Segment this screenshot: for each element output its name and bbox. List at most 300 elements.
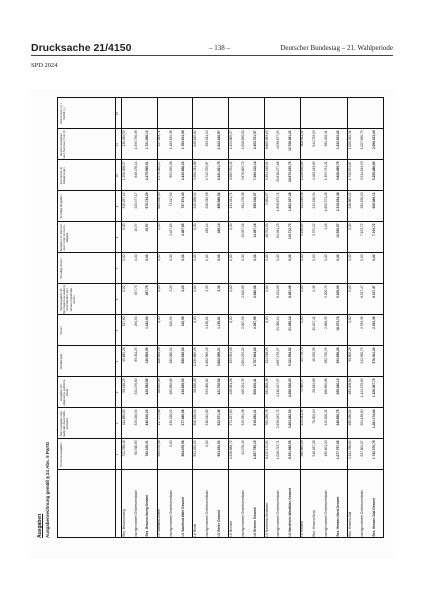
- row-label: LV Nordrhein-Westfalen Gesamt: [288, 487, 293, 537]
- column-number: 5: [115, 329, 119, 332]
- document-number: Drucksache 21/4150: [31, 42, 132, 54]
- row-label: LV Bremen Gesamt: [252, 507, 257, 537]
- table-cell: 627.604,07: [359, 440, 364, 457]
- table-cell: 8.491,08: [288, 285, 293, 298]
- table-cell: 130.216,92: [169, 409, 174, 426]
- table-cell: 0,00: [193, 316, 198, 323]
- table-cell: 149.306,31: [324, 409, 329, 426]
- table-cell: 73.117,50: [169, 192, 174, 207]
- table-cell: 2.098.223,04: [371, 130, 376, 150]
- table-cell: 24.776,75: [300, 347, 305, 362]
- column-number: 9: [115, 205, 119, 208]
- table-cell: 0,00: [133, 254, 138, 261]
- column-number: 2: [115, 422, 119, 425]
- table-cell: 916.292,21: [252, 409, 257, 426]
- table-border-top: [57, 98, 58, 538]
- table-cell: 2.303.701,57: [252, 130, 257, 150]
- table-cell: 440.916,23: [145, 409, 150, 426]
- table-cell: 901.138,60: [359, 409, 364, 426]
- table-cell: 0,00: [276, 254, 281, 261]
- table-cell: 0,00: [264, 316, 269, 323]
- table-cell: 420.392,85: [145, 378, 150, 395]
- table-cell: 498.361,08: [228, 378, 233, 395]
- table-cell: 380.669,18: [300, 440, 305, 457]
- table-cell: 2.497,89: [181, 223, 186, 236]
- table-cell: 121.041,34: [300, 409, 305, 426]
- table-cell: 61.961,23: [276, 223, 281, 238]
- table-cell: 1.097.830,73: [359, 130, 364, 150]
- table-cell: 2.319.534,38: [335, 192, 340, 212]
- table-cell: 1.662.369,25: [204, 347, 209, 367]
- table-cell: 4.398.306,03: [288, 378, 293, 398]
- table-cell: 165.689,68: [169, 378, 174, 395]
- party-year: SPD 2024: [31, 62, 58, 69]
- table-cell: 3.403.282,50: [288, 409, 293, 429]
- table-cell: 851.599,06: [169, 161, 174, 178]
- table-cell: 381.408,31: [324, 130, 329, 147]
- row-label: nachgeordnete Gebietsverbände: [204, 490, 209, 537]
- table-cell: 45.682,26: [121, 347, 126, 362]
- table-cell: 2.604.299,02: [240, 347, 245, 367]
- expense-table: [57, 98, 383, 538]
- row-label: nachgeordnete Gebietsverbände: [240, 490, 245, 537]
- table-cell: 147.273,66: [157, 409, 162, 426]
- table-cell: 622.571,36: [216, 409, 221, 426]
- table-cell: 927,60: [121, 316, 126, 327]
- table-cell: 1.590.796,58: [133, 130, 138, 150]
- table-cell: 110.712,73: [288, 223, 293, 240]
- table-cell: 1.400.113,89: [312, 161, 317, 180]
- table-cell: 0,00: [264, 285, 269, 292]
- table-cell: 503.252,03: [193, 440, 198, 457]
- table-cell: 436,14: [204, 223, 209, 234]
- table-cell: 15.618.277,66: [276, 161, 281, 182]
- table-cell: 5.011.994,62: [288, 347, 293, 366]
- column-header: Sach-ausgaben des laufenden Geschäfts-betriebes: [59, 410, 70, 437]
- table-cell: 4,16: [324, 223, 329, 230]
- column-header: Sachausgaben für Vermögens-verwaltung einschließlich sich hieraus ergebender Zinsen: [59, 285, 76, 314]
- table-cell: 8.225.172,84: [264, 440, 269, 460]
- table-cell: 3,20: [181, 285, 186, 292]
- column-header: Ausgaben im Rahmen einer Unternehmens-tätigkeit: [59, 223, 70, 252]
- table-cell: 180.036,04: [347, 409, 352, 426]
- table-cell: 395.318,07: [252, 192, 257, 209]
- table-cell: 106.464,96: [157, 347, 162, 364]
- page-header: [31, 42, 393, 56]
- table-cell: 757.674,00: [181, 192, 186, 209]
- table-cell: 3.583.704,42: [228, 161, 233, 181]
- table-cell: 323.080,82: [204, 378, 209, 395]
- table-cell: 12.539,97: [335, 223, 340, 238]
- table-cell: 345.257,12: [121, 192, 126, 209]
- table-cell: 4.887.476,07: [276, 347, 281, 367]
- report-title: Ausgaben: [37, 513, 43, 538]
- table-cell: 1.579.269,17: [157, 161, 162, 181]
- table-cell: 1.114.766,69: [347, 440, 352, 459]
- table-cell: 570.734,29: [145, 192, 150, 209]
- column-number: 8: [115, 236, 119, 239]
- table-cell: 457,79: [133, 285, 138, 296]
- row-label: Bez. Braunschweig: [121, 509, 126, 537]
- table-cell: 0,00: [347, 285, 352, 292]
- table-cell: 2.067,96: [240, 316, 245, 329]
- table-cell: 228.319,98: [204, 192, 209, 209]
- table-cell: 5.255.488,80: [371, 161, 376, 181]
- table-cell: 0,00: [371, 254, 376, 261]
- table-cell: 2.497,89: [169, 223, 174, 236]
- row-label: Bez. Hessen-Süd Gesamt: [371, 498, 376, 537]
- table-cell: 2.333,36: [371, 316, 376, 329]
- table-cell: 100,59: [169, 316, 174, 327]
- table-cell: 0,00: [347, 223, 352, 230]
- page-number: – 138 –: [209, 44, 230, 52]
- table-cell: 1.856.675,71: [276, 192, 281, 212]
- rotated-table-content: [31, 90, 393, 558]
- table-cell: 2.139.689,96: [193, 347, 198, 367]
- column-number: 12: [115, 111, 119, 116]
- table-cell: 24.970.225,75: [288, 161, 293, 182]
- table-cell: 41.076,43: [240, 440, 245, 455]
- table-cell: 26.819,68: [312, 378, 317, 393]
- table-cell: 0,00: [157, 316, 162, 323]
- table-cell: 1.399.751,21: [324, 161, 329, 181]
- table-cell: 1.655.571,48: [324, 192, 329, 212]
- table-cell: 242.546,34: [312, 192, 317, 209]
- table-cell: 2.067,96: [252, 316, 257, 329]
- table-cell: 0,00: [181, 254, 186, 261]
- table-cell: 3.802.059,21: [216, 347, 221, 367]
- table-cell: 0,00: [324, 254, 329, 261]
- table-cell: 606.811,01: [300, 130, 305, 147]
- table-cell: 7.153,72: [359, 223, 364, 236]
- table-cell: 0,00: [347, 254, 352, 261]
- column-number: 1: [115, 453, 119, 456]
- table-cell: 100,59: [181, 316, 186, 327]
- row-label: nachgeordnete Gebietsverbände: [276, 490, 281, 537]
- table-cell: 576.361,00: [371, 347, 376, 364]
- table-cell: 1.328.387,73: [371, 378, 376, 398]
- table-border-left: [57, 537, 383, 538]
- table-cell: 436,14: [216, 223, 221, 234]
- table-cell: 2.275.566,51: [145, 161, 150, 181]
- table-cell: 2.226.688,72: [228, 440, 233, 460]
- column-header: Überschuss (+) / Defizit (–): [59, 103, 67, 124]
- row-label: Bez. Hessen-Nord Gesamt: [335, 496, 340, 537]
- table-cell: 782.105,31: [145, 440, 150, 457]
- table-cell: 329.046,54: [133, 409, 138, 426]
- table-cell: 586.545,50: [181, 347, 186, 364]
- table-cell: 281.808,46: [264, 378, 269, 395]
- column-number: 7: [115, 267, 119, 270]
- table-cell: 584.476,96: [181, 440, 186, 457]
- table-cell: 13.057,16: [240, 223, 245, 238]
- table-cell: 684.556,50: [157, 192, 162, 209]
- table-cell: 277.490,58: [181, 409, 186, 426]
- table-cell: 1.081.174,64: [371, 409, 376, 429]
- table-cell: 0,00: [335, 254, 340, 261]
- column-number: 4: [115, 360, 119, 363]
- table-cell: 2.430.868,23: [181, 161, 186, 181]
- table-cell: 2.757.654,00: [252, 347, 257, 367]
- table-cell: 1.632.923,22: [335, 130, 340, 150]
- table-cell: 8.491,08: [276, 285, 281, 298]
- table-cell: 226.863,02: [347, 192, 352, 209]
- table-cell: 0,00: [121, 223, 126, 230]
- table-cell: 71.369,57: [300, 378, 305, 393]
- table-cell: 111.869,69: [121, 409, 126, 425]
- column-number: 11: [115, 143, 119, 146]
- table-cell: 98.626,08: [193, 378, 198, 393]
- table-cell: 15.407,41: [312, 316, 317, 331]
- table-cell: 0,00: [347, 316, 352, 323]
- table-cell: 166.850,88: [324, 378, 329, 395]
- table-cell: 3,30: [216, 285, 221, 292]
- table-cell: 1.136,61: [204, 316, 209, 329]
- table-cell: 4.116.497,57: [276, 378, 281, 397]
- table-cell: 1.142.978,89: [359, 378, 364, 398]
- table-cell: 254,90: [133, 316, 138, 327]
- table-cell: 60.316,83: [133, 440, 138, 455]
- table-cell: 0,00: [300, 285, 305, 292]
- table-cell: 321.476,60: [133, 378, 138, 395]
- table-cell: 0,00: [121, 254, 126, 261]
- table-cell: 408.254,33: [240, 378, 245, 395]
- table-cell: 765.238,78: [264, 409, 269, 426]
- column-number: 3: [115, 391, 119, 394]
- row-label: LV Saarland-Ebene: [157, 508, 162, 537]
- table-cell: 1.000.392,31: [347, 130, 352, 150]
- table-cell: 33.800,28: [347, 347, 352, 362]
- table-cell: 2.267.765,15: [252, 440, 257, 460]
- table-cell: 0,00: [264, 254, 269, 261]
- table-cell: 584.476,96: [157, 440, 162, 457]
- row-label: Bez. Hessen-Süd: [347, 511, 352, 537]
- table-cell: 68.839,85: [157, 378, 162, 393]
- column-header: Gesamt-ausgaben nach Summen 1 bis 10: [59, 130, 67, 159]
- table-cell: 3.379,12: [312, 223, 317, 236]
- table-cell: 130.993,55: [145, 347, 150, 364]
- table-cell: 225.477,17: [133, 192, 138, 209]
- table-cell: 1.483.629,38: [169, 130, 174, 150]
- table-cell: 21.360,14: [288, 316, 293, 331]
- table-cell: 9.251.966,55: [288, 440, 293, 460]
- table-cell: 0,00: [157, 223, 162, 230]
- table-cell: 130.489,55: [121, 130, 126, 147]
- row-label: LV Hessen: [300, 521, 305, 537]
- table-cell: 648.478,14: [133, 161, 138, 178]
- table-cell: 480.080,54: [169, 347, 174, 364]
- table-cell: 2.640,08: [240, 285, 245, 298]
- table-cell: 15,97: [145, 223, 150, 232]
- table-cell: 0,00: [145, 254, 150, 261]
- table-cell: 124.518,55: [264, 347, 269, 364]
- column-number: 10: [115, 173, 119, 178]
- table-cell: 3.599.211,88: [193, 161, 198, 180]
- table-cell: 21.360,14: [276, 316, 281, 331]
- table-cell: -1.522.426,97: [216, 130, 221, 151]
- table-cell: 1.026.793,71: [276, 440, 281, 460]
- table-cell: 3.514.613,93: [359, 161, 364, 181]
- table-cell: 457,79: [145, 285, 150, 296]
- row-label: nachgeordnete Gebietsverbände: [359, 490, 364, 537]
- table-cell: 0,00: [193, 285, 198, 292]
- table-cell: 0,36: [312, 285, 317, 292]
- table-cell: 0,00: [204, 254, 209, 261]
- table-cell: 503.252,03: [216, 440, 221, 457]
- table-cell: 345.034,38: [240, 409, 245, 426]
- table-cell: 353.958,28: [335, 347, 340, 364]
- table-cell: 1.862.327,28: [288, 192, 293, 212]
- table-cell: 0,00: [312, 254, 317, 261]
- table-cell: 0,00: [121, 285, 126, 292]
- table-cell: 1.740.874,87: [347, 161, 352, 181]
- table-cell: 3,30: [204, 285, 209, 292]
- row-label: Bez. Braunschweig Gesamt: [145, 494, 150, 537]
- table-border-right: [57, 97, 384, 98]
- table-cell: 906.615,41: [252, 378, 257, 395]
- table-cell: 3.828.495,79: [335, 161, 340, 181]
- table-cell: 0,00: [240, 254, 245, 261]
- table-cell: 0,00: [204, 440, 209, 447]
- table-cell: 0,00: [300, 254, 305, 261]
- table-cell: 316.042,82: [204, 409, 209, 426]
- column-header: Zuschüsse an Gliederungen: [59, 166, 67, 185]
- table-cell: 1.721.286,13: [145, 130, 150, 150]
- scanned-table-page: [31, 90, 393, 558]
- table-cell: 0,00: [169, 254, 174, 261]
- table-cell: 0,00: [157, 285, 162, 292]
- table-cell: 180.601,20: [324, 440, 329, 457]
- table-cell: 1.008.896,00: [240, 130, 245, 150]
- table-cell: -525.611,13: [204, 130, 209, 148]
- row-label: nachgeordnete Gebietsverbände: [169, 490, 174, 537]
- table-cell: 2.666,33: [324, 316, 329, 329]
- table-cell: 5.209,06: [335, 285, 340, 298]
- table-cell: 185.408,84: [347, 378, 352, 395]
- table-cell: 0,00: [359, 254, 364, 261]
- table-cell: 12.708.061,22: [288, 130, 293, 151]
- table-cell: -996.815,84: [193, 130, 198, 148]
- table-cell: 3,20: [169, 285, 174, 292]
- column-header: Sonstige Ausgaben: [59, 194, 63, 219]
- table-cell: 18.073,74: [335, 316, 340, 331]
- table-cell: 153.354,98: [228, 347, 233, 364]
- column-header: Ausgaben für allgemeine politische Arbeit: [59, 379, 70, 406]
- table-cell: 8.317,47: [359, 285, 364, 298]
- table-cell: 2.333,36: [359, 316, 364, 329]
- table-cell: 76.309,10: [312, 409, 317, 424]
- table-cell: 234.529,53: [181, 378, 186, 395]
- row-label: nachgeordnete Gebietsverbände: [133, 490, 138, 537]
- table-cell: 421.706,90: [216, 378, 221, 395]
- table-cell: 0,00: [228, 223, 233, 230]
- table-cell: 2.742.709,87: [204, 161, 209, 181]
- table-cell: 98.916,25: [121, 378, 126, 393]
- table-cell: 13.057,16: [252, 223, 257, 238]
- table-cell: 1.028.630,69: [300, 161, 305, 181]
- table-cell: 1.780.913,09: [181, 130, 186, 150]
- row-label: LV Berlin: [193, 523, 198, 537]
- table-cell: 421.416,56: [300, 192, 305, 209]
- table-cell: 48.751,50: [264, 223, 269, 238]
- table-cell: 282.526,10: [359, 192, 364, 209]
- table-cell: 306.528,54: [193, 409, 198, 426]
- table-cell: 6.341.921,75: [216, 161, 221, 181]
- table-cell: 0,00: [252, 254, 257, 261]
- table-cell: 0,00: [193, 223, 198, 230]
- table-cell: 7.153,72: [371, 223, 376, 236]
- table-cell: 15,97: [133, 223, 138, 232]
- table-cell: 261.276,36: [240, 192, 245, 209]
- table-cell: 509.389,12: [371, 192, 376, 209]
- row-label: LV Saarland-Wahl Gesamt: [181, 497, 186, 537]
- table-cell: 346.656,75: [335, 409, 340, 426]
- header-rule: [31, 55, 393, 56]
- table-cell: 1.136,61: [216, 316, 221, 329]
- table-cell: 1.077.757,66: [335, 440, 340, 460]
- table-cell: 0,00: [288, 254, 293, 261]
- publisher: Deutscher Bundestag – 21. Wahlperiode: [280, 44, 393, 52]
- column-header: Wahlkämpfe: [59, 353, 63, 370]
- table-cell: 9.351.948,09: [264, 161, 269, 181]
- table-cell: 721.788,48: [121, 440, 126, 457]
- table-cell: 46.390,58: [312, 347, 317, 362]
- table-cell: 1.290.308,97: [121, 161, 126, 181]
- row-label: LV Bremen: [228, 520, 233, 537]
- table-cell: 1.742.370,76: [371, 440, 376, 460]
- table-cell: 1.182,50: [145, 316, 150, 329]
- table-cell: 85.311,29: [133, 347, 138, 362]
- table-cell: 9.156,69: [300, 223, 305, 236]
- table-cell: 0,00: [216, 254, 221, 261]
- table-cell: 5.208,70: [324, 285, 329, 298]
- table-cell: 644.703,90: [312, 130, 317, 147]
- row-label: Bez. Hessen-Nord: [312, 510, 317, 537]
- table-cell: 4.038.677,59: [276, 130, 281, 150]
- table-cell: 134.041,71: [228, 192, 233, 209]
- table-cell: 1.294.805,57: [228, 130, 233, 150]
- report-subtitle: Ausgabenrechnung gemäß § 24 Abs. 5 PartG: [45, 441, 50, 538]
- table-cell: 0,00: [228, 254, 233, 261]
- table-cell: 265.040,13: [335, 378, 340, 395]
- table-cell: 468.588,92: [216, 192, 221, 209]
- row-label: LV Nordrhein-Westfalen: [264, 502, 269, 537]
- table-cell: 297.283,71: [157, 130, 162, 147]
- table-cell: 0,00: [193, 254, 198, 261]
- row-label: LV Berlin Gesamt: [216, 510, 221, 537]
- row-label: nachgeordnete Gebietsverbände: [324, 490, 329, 537]
- table-cell: 5.651,57: [264, 192, 269, 205]
- column-header: Zinsen: [59, 326, 63, 335]
- table-cell: 282.790,95: [324, 347, 329, 364]
- table-cell: 0,00: [157, 254, 162, 261]
- column-number: 6: [115, 298, 119, 301]
- table-cell: 571.257,83: [228, 409, 233, 426]
- table-cell: 240.268,94: [193, 192, 198, 209]
- table-cell: 0,00: [228, 285, 233, 292]
- table-cell: 3.676.605,72: [240, 161, 245, 181]
- table-cell: 0,00: [169, 440, 174, 447]
- table-cell: 7.260.310,14: [252, 161, 257, 181]
- table-cell: 8.317,47: [371, 285, 376, 298]
- table-cell: 2.640,08: [252, 285, 257, 298]
- table-cell: 542.560,72: [359, 347, 364, 364]
- column-header: Sonstige Zinsen: [59, 258, 63, 279]
- table-cell: 0,00: [300, 316, 305, 323]
- table-cell: 0,00: [228, 316, 233, 323]
- table-cell: 516.487,28: [312, 440, 317, 457]
- column-header: Personal-ausgaben: [59, 442, 63, 467]
